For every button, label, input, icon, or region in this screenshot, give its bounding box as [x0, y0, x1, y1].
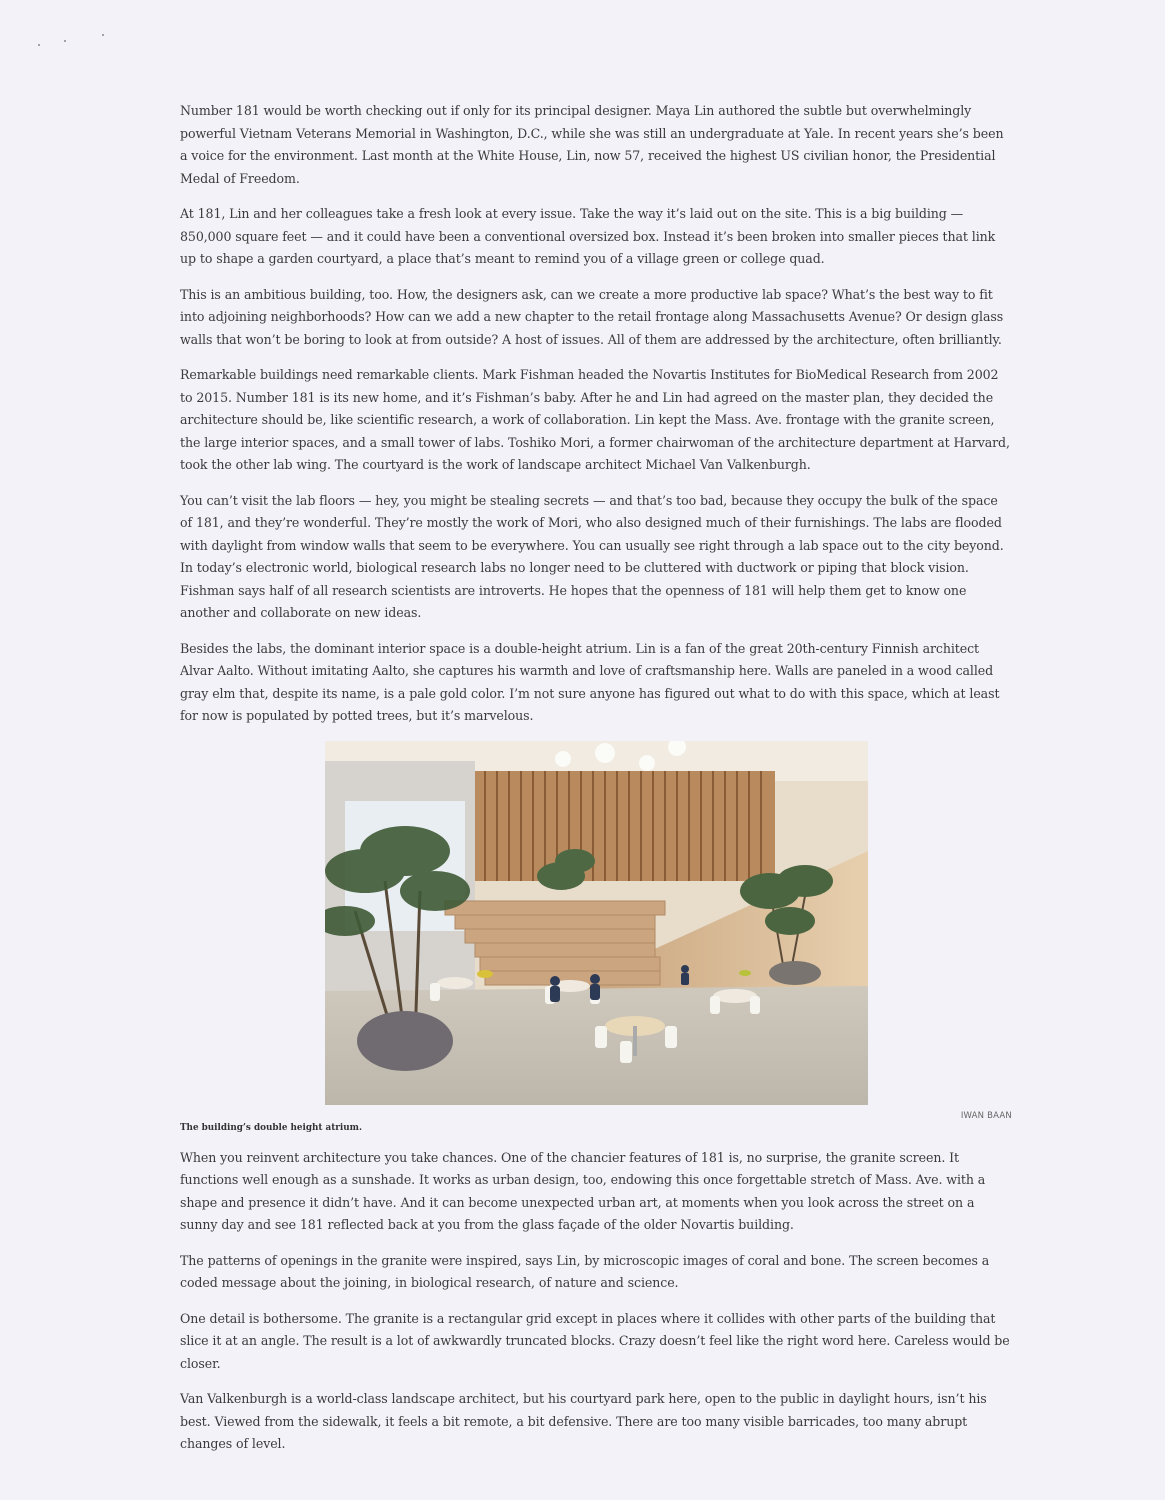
photo-credit: IWAN BAAN [960, 1110, 1012, 1121]
paragraph: The patterns of openings in the granite were inspired, says Lin, by microscopic images of coral and bone. The screen becomes a coded message about the joining, in biological research, of nature and science. [180, 1252, 990, 1290]
paragraph: Number 181 would be worth checking out if only for its principal designer. Maya Lin authored the subtle but overwhelmingly powerful Vietnam Veterans Memorial in Washington, D.C., while she was still an undergraduate at Yale. In recent years she’s been a voice for the environment. Last month at the White House, Lin, now 57, received the highest US civilian honor, the Presidential Medal of Freedom. [180, 103, 1004, 186]
article-continuation [180, 1147, 1012, 1456]
scan-speck [102, 34, 104, 36]
paragraph: You can’t visit the lab floors — hey, you might be stealing secrets — and that’s too bad, because they occupy the bulk of the space of 181, and they’re wonderful. They’re mostly the work of Mori, who also designed much of their furnishings. The labs are flooded with daylight from window walls that seem to be everywhere. You can usually see right through a lab space out to the city beyond. In today’s electronic world, biological research labs no longer need to be cluttered with ductwork or piping that block vision. Fishman says half of all research scientists are introverts. He hopes that the openness of 181 will help them get to know one another and collaborate on new ideas. [180, 492, 1004, 620]
scan-speck [64, 40, 66, 42]
scan-speck [38, 44, 40, 46]
paragraph: At 181, Lin and her colleagues take a fresh look at every issue. Take the way it’s laid out on the site. This is a big building — 850,000 square feet — and it could have been a conventional oversized box. Instead it’s been broken into smaller pieces that link up to shape a garden courtyard, a place that’s meant to remind you of a village green or college quad. [180, 206, 996, 266]
figure-caption: The building’s double height atrium. [180, 1122, 363, 1133]
paragraph: Remarkable buildings need remarkable clients. Mark Fishman headed the Novartis Institutes for BioMedical Research from 2002 to 2015. Number 181 is its new home, and it’s Fishman’s baby. After he and Lin had agreed on the master plan, they decided the architecture should be, like scientific research, a work of collaboration. Lin kept the Mass. Ave. frontage with the granite screen, the large interior spaces, and a small tower of labs. Toshiko Mori, a former chairwoman of the architecture department at Harvard, took the other lab wing. The courtyard is the work of landscape architect Michael Van Valkenburgh. [180, 367, 1010, 472]
atrium-photo [325, 741, 868, 1105]
atrium-figure [180, 741, 1012, 1135]
paragraph: This is an ambitious building, too. How, the designers ask, can we create a more productive lab space? What’s the best way to fit into adjoining neighborhoods? How can we add a new chapter to the retail frontage along Massachusetts Avenue? Or design glass walls that won’t be boring to look at from outside? A host of issues. All of them are addressed by the architecture, often brilliantly. [180, 286, 1004, 347]
paragraph: When you reinvent architecture you take chances. One of the chancier features of 181 is, no surprise, the granite screen. It functions well enough as a sunshade. It works as urban design, too, endowing this once forgettable stretch of Mass. Ave. with a shape and presence it didn’t have. And it can become unexpected urban art, at moments when you look across the street on a sunny day and see 181 reflected back at you from the glass façade of the older Novartis building. [180, 1149, 986, 1232]
article-page [180, 100, 1012, 1469]
paragraph: One detail is bothersome. The granite is a rectangular grid except in places where it collides with other parts of the building that slice it at an angle. The result is a lot of awkwardly truncated blocks. Crazy doesn’t feel like the right word here. Careless would be closer. [180, 1310, 1010, 1371]
paragraph: Besides the labs, the dominant interior space is a double-height atrium. Lin is a fan of the great 20th-century Finnish architect Alvar Aalto. Without imitating Aalto, she captures his warmth and love of craftsmanship here. Walls are paneled in a wood called gray elm that, despite its name, is a pale gold color. I’m not sure anyone has figured out what to do with this space, which at least for now is populated by potted trees, but it’s marvelous. [180, 640, 1000, 723]
paragraph: Van Valkenburgh is a world-class landscape architect, but his courtyard park here, open to the public in daylight hours, isn’t his best. Viewed from the sidewalk, it feels a bit remote, a bit defensive. There are too many visible barricades, too many abrupt changes of level. [180, 1391, 987, 1451]
